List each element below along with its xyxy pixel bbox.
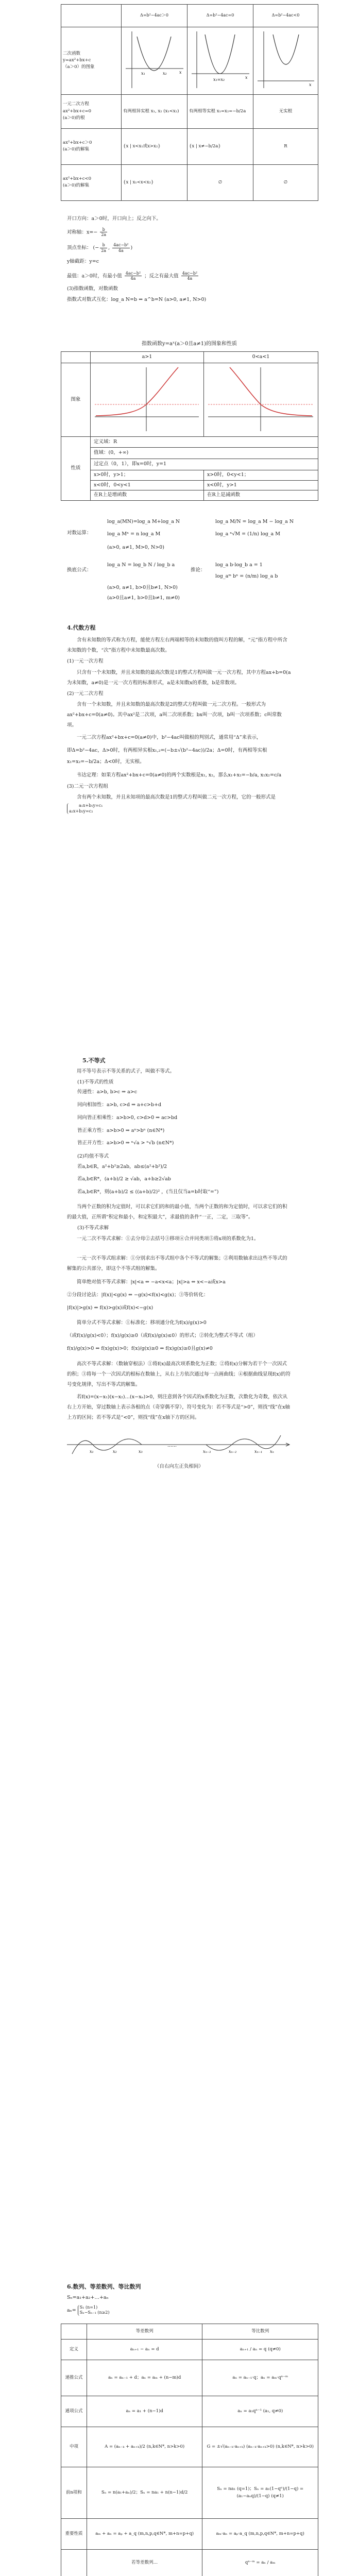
roots-none: 无实根 (253, 94, 318, 128)
exp-row-props-label: 性质 (61, 436, 91, 500)
graph-label-line2: y=ax²+bx+c (63, 58, 91, 63)
root-x1x2-label: x₁=x₂ (213, 77, 225, 82)
ineq-solve-system: 一元一次不等式组求解：①分别求出不等式组中各个不等式的解集；②利用数轴求出这些不等式的解集的公共部分，即这个不等式组的解集。 (67, 1256, 287, 1272)
header-delta-zero: Δ=b²−4ac=0 (187, 5, 253, 27)
root-label: xₙ₋₁ (254, 1449, 263, 1454)
seq-table-row (61, 2396, 318, 2427)
root-label: x₂ (113, 1449, 117, 1454)
ineq-prop-root: 皆正开方性：a>b>0 ⇒ ⁿ√a > ⁿ√b (n∈N*) (77, 1140, 174, 1146)
seq-arithmetic-cell: aₘ + aₙ = aₚ + a_q (m,n,p,q∈N*, m+n=p+q) (87, 2519, 202, 2550)
parabola-one-root-graph (187, 27, 253, 95)
exp-table-title: 指数函数y=aˣ(a＞0且a≠1)的图象和性质 (141, 341, 237, 347)
exp-increasing-svg (91, 363, 203, 433)
seq-heading: 6.数列、等差数列、等比数列 (67, 2283, 141, 2290)
prop-axis-frac: $\frac{b}{2a}$ (101, 227, 107, 238)
seq-term-from-sum (67, 2305, 291, 2316)
exp-left-prop1: x>0时，y>1； (91, 470, 203, 481)
ineq-props-heading: (1)不等式的性质 (77, 1079, 114, 1085)
roots-label-line3: (a＞0)的根 (63, 115, 85, 121)
exp-header-a-gt-1: a>1 (91, 352, 204, 363)
exp-graph-decreasing (204, 363, 318, 437)
seq-row-label: 重要性质 (61, 2519, 87, 2550)
seq-row-label: 通项公式 (61, 2396, 87, 2427)
header-delta-positive: Δ=b²−4ac＞0 (122, 5, 187, 27)
exp-prop-fixed-point: 过定点（0，1），即x=0时，y=1 (91, 459, 318, 470)
row-gt-label (61, 128, 122, 164)
gt-solution-no-root: R (253, 128, 318, 164)
log-rule-condition: (a>0, a≠1, M>0, N>0) (107, 545, 164, 550)
seq-arithmetic-cell: 若等差数列… (87, 2550, 202, 2576)
seq-arithmetic-cell: aₙ₊₁ − aₙ = d (87, 2340, 202, 2360)
sequences-section (0, 2282, 358, 2316)
linear-system-text (67, 792, 291, 815)
seq-table-row (61, 2519, 318, 2550)
seq-term-case2: Sₙ−Sₙ₋₁ (n≥2) (79, 2310, 110, 2315)
seq-table-row (61, 2550, 318, 2576)
avg-ineq-heading: (2)均值不等式 (77, 1153, 109, 1159)
parabola-curve (205, 35, 235, 74)
exp-header-empty (61, 352, 91, 363)
ineq-prop-power: 皆正乘方性：a>b>0 ⇒ aⁿ>bⁿ (n∈N*) (77, 1127, 165, 1133)
parabola-curve (137, 37, 171, 71)
change-base-corollary-label: 推论： (191, 567, 206, 573)
seq-table-row (61, 2340, 318, 2360)
exp-props-cell (91, 436, 318, 500)
seq-table-row (61, 2427, 318, 2467)
seq-header-geometric: 等比数列 (202, 2324, 318, 2340)
header-empty (61, 5, 122, 27)
quadratic-eq-heading: (2)一元二次方程 (67, 690, 104, 697)
graph-label-line1: 二次函数 (63, 51, 81, 57)
ineq-solve-high-order: 高次不等式求解：（数轴穿根法）①将f(x)最高次项系数化为正数；②将f(x)分解为若干个一次因式的积；③将每一个一次因式的根标在数轴上，从右上方依次通过每一点画曲线；④根据曲线显现f(x)的符号变化规律，写出不等式的解集。 (67, 1361, 291, 1388)
exp-right-prop1: x>0时，0<y<1； (204, 470, 318, 481)
root-label: x₁ (90, 1449, 94, 1454)
prop-vertex: 顶点坐标： (− $\frac{b}{2a}$ , $\frac{\text{4ac−b²}}{4a}$ ) (67, 242, 133, 253)
ineq-intro: 用不等号表示不等关系的式子，叫做不等式。 (77, 1069, 175, 1075)
seq-term-label: aₙ= (67, 2307, 76, 2313)
ineq-prop-add: 同向相加性：a>b, c>d ⇒ a+c>b+d (77, 1102, 162, 1108)
exp-left-prop2: x<0时，0<y<1 (91, 481, 203, 491)
exp-prop-domain: 定义域：R (91, 437, 318, 448)
exp-props-split (91, 470, 318, 500)
change-base-corollary2: log_aᵐ bⁿ = (n/m) log_a b (215, 573, 278, 579)
seq-sum-def: Sₙ=a₁+a₂+…+aₙ (67, 2295, 109, 2301)
exp-table (61, 351, 318, 501)
exp-left-prop3: 在R上是增函数 (94, 492, 127, 498)
exp-function-section (0, 340, 358, 498)
root-label: xₙ₋₃ (203, 1449, 211, 1454)
prop-extreme-max-label: ；反之有最大值 (144, 273, 179, 279)
ineq-prop-transitive: 传递性：a>b, b>c ⇒ a>c (77, 1089, 138, 1095)
exp-header-a-lt-1: 0<a<1 (204, 352, 318, 363)
linear-system-brace: a₁x+b₁y=c₁ a₂x+b₂y=c₂ (67, 803, 103, 814)
ineq-prop-multiply: 同向皆正相乘性：a>b>0, c>d>0 ⇒ ac>bd (77, 1114, 178, 1121)
root-label: xₙ (270, 1449, 274, 1454)
discriminant-cases: 即Δ=b²−4ac，Δ>0时，有两相异实根x₁,₂=(−b±√(b²−4ac))/2a；Δ=0时，有两相等实根x₁=x₂=−b/2a；Δ<0时，无实根。 (67, 747, 267, 765)
sign-chart-axis (67, 1428, 291, 1459)
ineq-solve-heading: (3)不等式求解 (77, 1225, 109, 1231)
prop-vertex-label: 顶点坐标： (67, 245, 92, 251)
sequences-table (61, 2324, 318, 2576)
change-base-title: 换底公式： (67, 567, 92, 573)
lt-label-line2: (a＞0)的解集 (63, 183, 90, 189)
exp-decreasing-svg (204, 363, 317, 433)
parabola-no-root-svg (253, 27, 317, 91)
seq-row-label (61, 2550, 87, 2576)
parabola-two-roots-graph (122, 27, 187, 95)
seq-arithmetic-cell: aₙ = aₙ₋₁ + d；aₙ = aₘ + (n−m)d (87, 2360, 202, 2396)
ineq-props-list (67, 1086, 291, 1149)
seq-geometric-cell: qⁿ⁻ᵐ = aₙ / aₘ (202, 2550, 318, 2576)
exp-right-prop3: 在R上是减函数 (207, 492, 241, 498)
exp-curve (230, 367, 312, 416)
seq-row-label: 递推公式 (61, 2360, 87, 2396)
roots-label-line1: 一元二次方程 (63, 101, 90, 107)
ineq-solve-abs1: 简单绝对值不等式求解：|x|<a ⇔ −a<x<a；|x|>a ⇔ x<−a或x>a (77, 1279, 226, 1285)
ineq-solve-frac1: 简单分式不等式求解：①标准化：移项通分化为f(x)/g(x)>0 (77, 1319, 207, 1326)
seq-term-case1: S₁ (n=1) (79, 2304, 98, 2310)
exp-props-right (204, 470, 318, 500)
exp-prop-range: 值域：(0，+∞) (91, 448, 318, 459)
parabola-one-root-svg (187, 27, 252, 91)
graph-label-line3: （a＞0）的图象 (63, 64, 95, 70)
log-rules-title: 对数运算： (67, 530, 92, 536)
prop-log-exp-conversion: 指数式对数式互化：log_a N=b ⇔ a^b=N (a>0, a≠1, N>0) (67, 296, 207, 302)
ineq-solve-high-order-rule: 若f(x)=(x−x₁)(x−x₂)…(x−xₙ)>0，则注意到各个因式的x系数化为正数，次数化为奇数，依次从右上方开始，穿过数轴上表示各根的点（奇穿偶不穿），符号变化为：若不等式是“>0”，则找“线”在x轴上方的区间；若不等式是“<0”，则找“线”在x轴下方的区间。 (67, 1394, 291, 1421)
avg-ineq-3: 若a,b∈R*，则(a+b)/2 ≤ ((a+b)/2)² ，(当且仅当a=b时取“=”) (77, 1189, 219, 1195)
root-x2-label: x₂ (163, 71, 167, 76)
exp-curve (96, 367, 178, 416)
linear-eq-text: 只含有一个未知数，并且未知数的最高次数是1的整式方程叫做一元一次方程，其中方程ax+b=0(a为未知数，a≠0)是一元一次方程的标准形式，a是未知数x的系数，b是常数项。 (67, 669, 291, 686)
parabola-curve (273, 35, 299, 64)
header-delta-negative: Δ=b²−4ac<0 (253, 5, 318, 27)
seq-geometric-cell: aₘ·aₙ = aₚ·a_q (m,n,p,q∈N*, m+n=p+q) (202, 2519, 318, 2550)
quadratic-eq-text: 含有一个未知数，并且未知数的最高次数是2的整式方程叫做一元二次方程。一般形式为ax²+bx+c=0(a≠0)。其中ax²是二次项，a叫二次项系数；bx叫一次项，b叫一次项系数；c叫常数项。 (67, 702, 282, 728)
lt-solution-one-root: ∅ (187, 164, 253, 200)
axis-x-label: x (179, 70, 182, 75)
ineq-solve-abs3: |f(x)|>g(x) ⇔ f(x)>g(x)或f(x)<−g(x) (67, 1304, 154, 1311)
change-base-condition1: (a>0, a≠1, b>0且b≠1, N>0) (107, 585, 178, 590)
equations-heading: 4.代数方程 (67, 624, 96, 631)
avg-ineq-2: 若a,b∈R*，(a+b)/2 ≥ √ab，a+b≥2√ab (77, 1176, 171, 1182)
linear-eq-heading: (1)一元一次方程 (67, 658, 104, 664)
avg-ineq-note: 当两个正数的积为定值时，可以求它们的和的最小值，当两个正数的和为定值时，可以求它们的积的最大值，正所谓“积定和最小，和定积最大”，求最值的条件“一正，二定，三取等”。 (67, 1204, 287, 1220)
parabola-no-root-graph (253, 27, 318, 95)
seq-geometric-cell: aₙ₊₁ / aₙ = q (q≠0) (202, 2340, 318, 2360)
seq-row-label: 前n项和 (61, 2467, 87, 2519)
gt-solution-one-root: {x | x≠−b/2a} (187, 128, 253, 164)
seq-arithmetic-cell: A = (aₙ₋ₖ + aₙ₊ₖ)/2 (n,k∈N*, n>k>0) (87, 2427, 202, 2467)
seq-header-empty (61, 2324, 87, 2340)
axis-x-label: x (245, 75, 248, 80)
discriminant-text: 一元二次方程ax²+bx+c=0(a≠0)中，b²−4ac叫做根的判别式，通常用“Δ”来表示， (77, 735, 262, 741)
quadratic-properties (0, 215, 358, 303)
roots-two-distinct: 有两相异实根 x₁, x₂ (x₁<x₂) (122, 94, 187, 128)
seq-geometric-cell: aₙ = aₙ₋₁·q；aₙ = aₘ·qⁿ⁻ᵐ (202, 2360, 318, 2396)
gt-label-line2: (a＞0)的解集 (63, 147, 90, 152)
seq-table-row (61, 2467, 318, 2519)
ineq-solve-linear: 一元二次不等式求解：①去分母②去括号③移项④合并同类项⑤将x项的系数化为1。 (77, 1236, 259, 1242)
log-rule-product: log_a(MN)=log_a M+log_a N (107, 519, 180, 524)
seq-geometric-cell: aₙ = a₁qⁿ⁻¹ (a₁, q≠0) (202, 2396, 318, 2427)
exp-row-graph-label: 图象 (61, 363, 91, 437)
prop-axis (67, 227, 358, 238)
quadratic-table (61, 4, 318, 201)
seq-geometric-cell: Sₙ = na₁ (q=1)；Sₙ = a₁(1−qⁿ)/(1−q) = (a₁−aₙq)/(1−q) (q≠1) (202, 2467, 318, 2519)
exp-right-prop2: x<0时，y>1 (204, 481, 318, 491)
ineq-heading: 5.不等式 (82, 1057, 106, 1064)
seq-term-brace (78, 2305, 110, 2316)
change-base-formula: log_a N = log_b N / log_b a (107, 562, 175, 568)
gt-solution-two-roots: {x | x<x₁或x>x₂} (122, 128, 187, 164)
prop-intercept: y轴截距：y=c (67, 259, 99, 265)
vieta-theorem: 韦达定理：如果方程ax²+bx+c=0(a≠0)的两个实数根是x₁, x₂，那么x₁+x₂=−b/a, x₁x₂=c/a (77, 772, 282, 778)
row-roots-label (61, 94, 122, 128)
parabola-two-roots-svg (122, 27, 186, 91)
axis-x-label: x (309, 82, 312, 87)
lt-label-line1: ax²+bx+c<0 (63, 176, 92, 182)
prop-opening: 开口方向：a＞0时，开口向上；反之向下。 (67, 216, 161, 222)
root-label: xₙ₋₂ (229, 1449, 237, 1454)
ineq-solve-abs2: ②分段讨论法：|f(x)|<g(x) ⇔ −g(x)<f(x)<g(x)；③等价转化： (67, 1292, 209, 1298)
avg-ineq-list (67, 1161, 291, 1199)
lt-solution-two-roots: {x | x₁<x<x₂} (122, 164, 187, 200)
ineq-solve-frac3: f(x)/g(x)>0 ⇔ f(x)g(x)>0；f(x)/g(x)≥0 ⇔ f(x)g(x)≥0且g(x)≠0 (67, 1345, 213, 1351)
row-graph-label (61, 27, 122, 95)
seq-row-label: 定义 (61, 2340, 87, 2360)
seq-row-label: 中项 (61, 2427, 87, 2467)
log-rule-root: log_a ⁿ√M = (1/n) log_a M (215, 531, 280, 537)
roots-two-equal: 有两相等实根 x₁=x₂=−b/2a (187, 94, 253, 128)
equations-intro: 含有未知数的等式称为方程，能使方程左右两端相等的未知数的值叫方程的解，“元”指方程中所含未知数的个数，“次”指方程中未知数最高次数。 (67, 637, 287, 653)
prop-axis-label: 对称轴：x=− (67, 229, 98, 235)
linear-system-desc: 含有两个未知数，并且未知项的最高次数是1的整式方程叫做二元一次方程，它的一般形式是 (77, 794, 276, 801)
seq-table-row (61, 2360, 318, 2396)
log-rule-quotient: log_a M/N = log_a M − log_a N (215, 519, 294, 524)
seq-geometric-cell: G = ±√(aₙ₋ₖ·aₙ₊ₖ) (aₙ₋ₖ·aₙ₊ₖ>0) (n,k∈N*, n>k>0) (202, 2427, 318, 2467)
prop-section-3: (3)指数函数，对数函数 (67, 286, 118, 292)
prop-extreme-min-label: 最值：a＞0时，有最小值 (67, 273, 122, 279)
ineq-solve-frac2: （或f(x)/g(x)<0）；f(x)/g(x)≥0（或f(x)/g(x)≤0）的形式；②转化为整式不等式（组） (67, 1332, 258, 1338)
root-x1-label: x₁ (141, 71, 145, 76)
root-label: x₃ (139, 1449, 143, 1454)
change-base-corollary1: log_a b·log_b a = 1 (215, 562, 263, 568)
lt-solution-no-root: ∅ (253, 164, 318, 200)
inequalities-section (0, 1056, 358, 1471)
exp-props-left (91, 470, 204, 500)
seq-header-arithmetic: 等差数列 (87, 2324, 202, 2340)
seq-rows (61, 2340, 318, 2576)
roots-label-line2: ax²+bx+c=0 (63, 108, 92, 114)
row-lt-label (61, 164, 122, 200)
avg-ineq-1: 若a,b∈R，a²+b²≥2ab，ab≤(a²+b²)/2 (77, 1163, 167, 1170)
ellipsis-mark: …… (167, 1443, 177, 1449)
gt-label-line1: ax²+bx+c＞0 (63, 140, 92, 146)
equations-section (0, 623, 358, 815)
axis-note: （自右向左正负相间） (154, 1463, 203, 1469)
root-labels (90, 1449, 274, 1454)
linear-system-heading: (3)二元一次方程组 (67, 783, 108, 789)
log-rule-power: log_a Mⁿ = n log_a M (107, 531, 161, 537)
seq-arithmetic-cell: Sₙ = n(a₁+aₙ)/2；Sₙ = na₁ + n(n−1)d/2 (87, 2467, 202, 2519)
seq-arithmetic-cell: aₙ = a₁ + (n−1)d (87, 2396, 202, 2427)
prop-extreme: 最值：a＞0时，有最小值 $\frac{\text{4ac−b²}}{4a}$ ；反之有最大值 $\frac{\text{4ac−b²}}{4a}$ (67, 270, 198, 281)
change-base-condition2: (a>0且a≠1, b>0且b≠1, m≠0) (107, 595, 180, 601)
exp-graph-increasing (91, 363, 204, 437)
